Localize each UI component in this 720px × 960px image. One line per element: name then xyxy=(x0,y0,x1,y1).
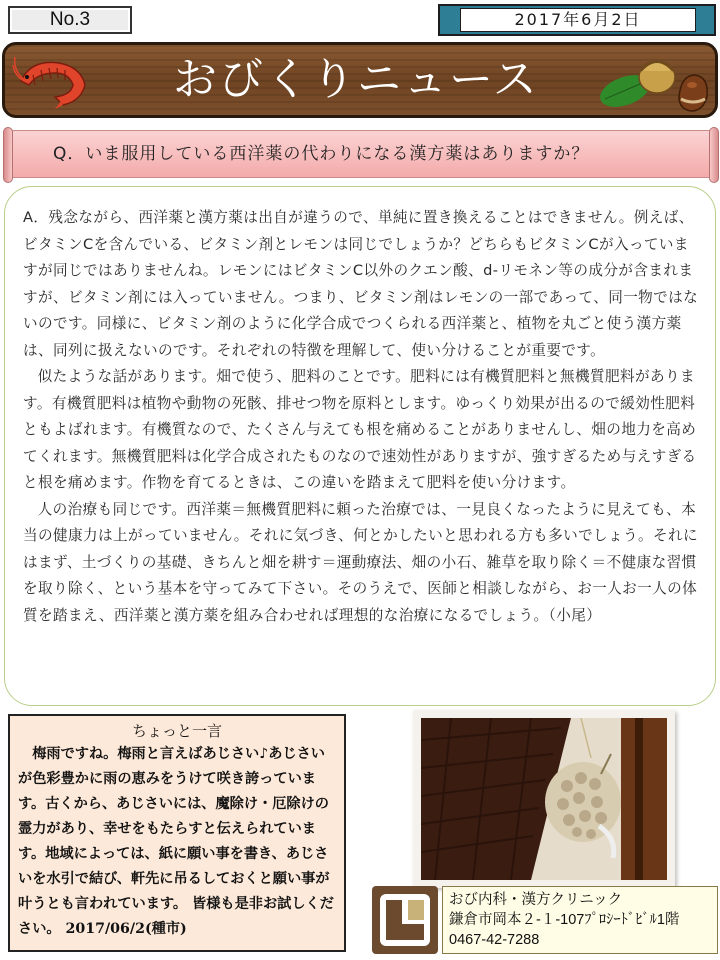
chestnut-illustration xyxy=(595,47,711,117)
memo-box xyxy=(8,714,346,952)
clinic-info xyxy=(442,886,718,954)
clinic-name: おび内科・漢方クリニック xyxy=(449,892,623,908)
clinic-logo xyxy=(372,886,438,954)
hydrangea-image xyxy=(421,718,667,880)
hydrangea-photo xyxy=(413,710,675,888)
question-banner xyxy=(4,130,718,178)
date-bar xyxy=(438,4,716,36)
answer-paragraph: A．残念ながら、西洋薬と漢方薬は出自が違うので、単純に置き換えることはできません。例えば、ビタミンCを含んでいる、ビタミン剤とレモンは同じでしょうか？どちらもビタミンCが入っていますが同じではありませんね。レモンにはビタミンC以外のクエン酸、d-リモネン等の成分が含まれますが、ビタミン剤には入っていません。つまり、ビタミン剤はレモンの一部であって、同一物ではないのです。同様に、ビタミン剤のように化学合成でつくられる西洋薬と、植物を丸ごと使う漢方薬は、同列に扱えないのです。それぞれの特徴を理解して、使い分けることが重要です。 xyxy=(23,209,699,359)
newsletter-title: おびくりニュース xyxy=(173,54,539,105)
scroll-curl-right xyxy=(709,127,719,183)
answer-paragraph: 似たような話があります。畑で使う、肥料のことです。肥料には有機質肥料と無機質肥料があります。有機質肥料は植物や動物の死骸、排せつ物を原料とします。ゆっくり効果が出るので緩効性肥料ともよばれます。有機質なので、たくさん与えても根を痛めることがありませんし、畑の地力を高めてくれます。無機質肥料は化学合成されたものなので速効性がありますが、強すぎるため与えすぎると根を痛めます。作物を育てるときは、この違いを踏まえて肥料を使い分けます。 xyxy=(23,368,697,491)
clinic-logo-icon xyxy=(372,886,438,954)
answer-panel xyxy=(4,186,716,706)
title-banner xyxy=(2,42,718,118)
issue-date: 2017年6月2日 xyxy=(460,8,696,32)
clinic-address: 鎌倉市岡本２-１-107ﾌﾟﾛｼｰﾄﾞﾋﾞﾙ1階 xyxy=(449,912,680,928)
issue-number: No.3 xyxy=(8,6,132,34)
answer-text xyxy=(23,205,703,629)
answer-paragraph: 人の治療も同じです。西洋薬＝無機質肥料に頼った治療では、一見良くなったように見えても、本当の健康力は上がっていません。それに気づき、何とかしたいと思われる方も多いでしょう。それにはまず、土づくりの基礎、きちんと畑を耕す＝運動療法、畑の小石、雑草を取り除く＝不健康な習慣を取り除く、という基本を守ってみて下さい。そのうえで、医師と相談しながら、お一人お一人の体質を踏まえ、西洋薬と漢方薬を組み合わせれば理想的な治療になるでしょう。（小尾） xyxy=(23,500,699,624)
question-text: Q．いま服用している西洋薬の代わりになる漢方薬はありますか？ xyxy=(53,144,590,164)
memo-title: ちょっと一言 xyxy=(131,722,222,740)
scroll-curl-left xyxy=(3,127,13,183)
memo-body: 梅雨ですね。梅雨と言えばあじさい♪あじさいが色彩豊かに雨の恵みをうけて咲き誇っています。古くから、あじさいには、魔除け・厄除けの霊力があり、幸せをもたらすと伝えられています。地域によっては、紙に願い事を書き、あじさいを水引で結び、軒先に吊るしておくと願い事が叶うとも言われています。 皆様も是非お試しください。 2017/06/2(種市) xyxy=(18,746,334,937)
clinic-phone: 0467-42-7288 xyxy=(449,932,540,948)
shrimp-illustration xyxy=(11,51,95,111)
